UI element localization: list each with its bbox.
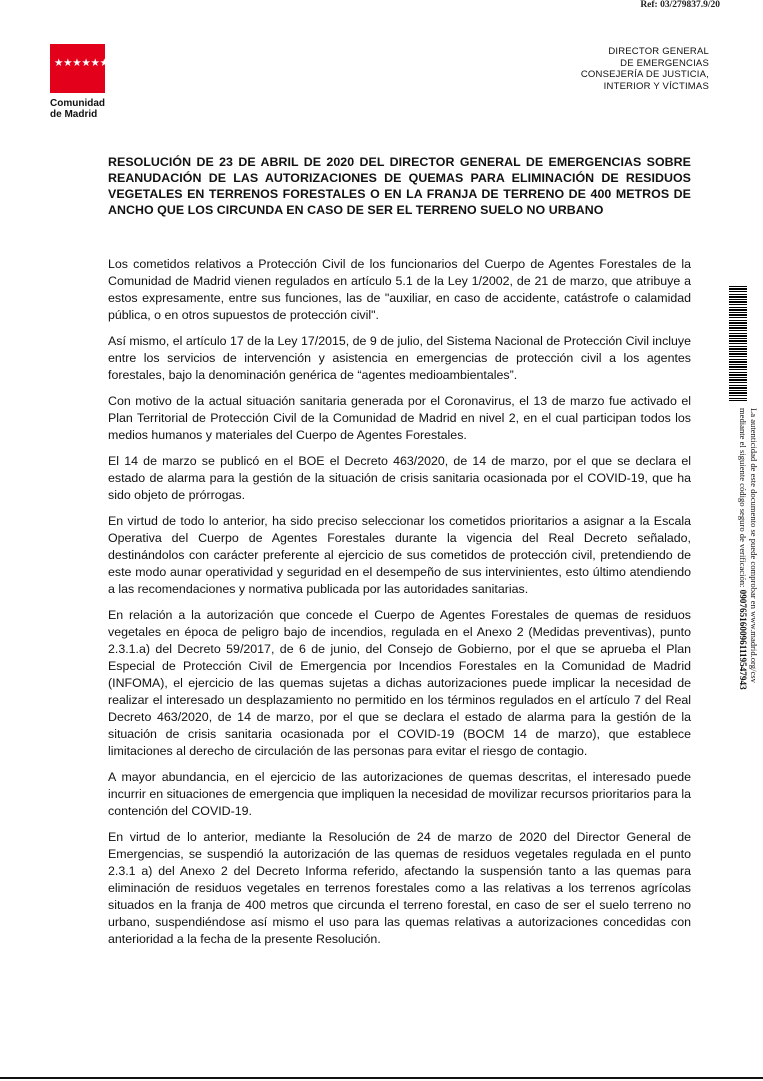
sender-line: DE EMERGENCIAS (620, 57, 709, 69)
document-title: RESOLUCIÓN DE 23 DE ABRIL DE 2020 DEL DIRECTOR GENERAL DE EMERGENCIAS SOBRE REANUDACIÓN DE LAS AUTORIZACIONES DE QUEMAS PARA ELIMINACIÓN DE RESIDUOS VEGETALES EN TERRENOS FORESTALES O EN LA FRANJA DE TERRENO DE 400 METROS DE ANCHO QUE LOS CIRCUNDA EN CASO DE SER EL TERRENO SUELO NO URBANO (108, 155, 691, 217)
comunidad-de-madrid-logo (50, 44, 118, 120)
verification-code: 0907651600961119547943 (738, 589, 748, 690)
paragraph: En virtud de todo lo anterior, ha sido preciso seleccionar los cometidos prioritarios a asignar a la Escala Operativa del Cuerpo de Agentes Forestales durante la vigencia del Real Decreto señalado, destinándolos con carácter preferente al ejercicio de sus cometidos de protección civil, pretendiendo de este modo aunar operatividad y seguridad en el desempeño de sus intervinientes, esto último atendiendo a las recomendaciones y normativa publicada por las autoridades sanitarias. (108, 514, 691, 596)
paragraph: En virtud de lo anterior, mediante la Resolución de 24 de marzo de 2020 del Director General de Emergencias, se suspendió la autorización de las quemas de residuos vegetales regulada en el punto 2.3.1 a) del Anexo 2 del Decreto Informa referido, afectando la suspensión tanto a las quemas para eliminación de residuos vegetales en terrenos forestales como a las relativas a los terrenos agrícolas situados en la franja de 400 metros que circunda el terreno forestal, en caso de ser el suelo terreno no urbano, suspendiéndose así mismo el uso para las quemas relativas a autorizaciones concedidas con anterioridad a la fecha de la presente Resolución. (108, 830, 691, 946)
verification-line1: La autenticidad de este documento se puede comprobar en www.madrid.org/csv (749, 408, 759, 683)
verification-line2 (737, 408, 748, 738)
logo-name (50, 98, 110, 120)
page-bottom-rule (0, 1077, 763, 1079)
document-body (108, 256, 691, 957)
paragraph: A mayor abundancia, en el ejercicio de las autorizaciones de quemas descritas, el interesado puede incurrir en situaciones de emergencia que impliquen la necesidad de movilizar recursos prioritarios para la contención del COVID-19. (108, 770, 691, 818)
verification-prefix: mediante el siguiente código seguro de verificación: (738, 408, 748, 588)
sender-line: CONSEJERÍA DE JUSTICIA, (580, 69, 709, 80)
logo-flag (50, 44, 118, 93)
sender-line: DIRECTOR GENERAL (608, 46, 709, 57)
paragraph: En relación a la autorización que concede el Cuerpo de Agentes Forestales de quemas de residuos vegetales en época de peligro bajo de incendios, regulada en el Anexo 2 (Medidas preventivas), punto 2.3.1.a) del Decreto 59/2017, de 6 de junio, del Consejo de Gobierno, por el que se aprueba el Plan Especial de Protección Civil de Emergencia por Incendios Forestales en la Comunidad de Madrid (INFOMA), el ejercicio de las quemas sujetas a dichas autorizaciones puede implicar la necesidad de realizar el interesado un desplazamiento no permitido en los términos regulados en el artículo 7 del Real Decreto 463/2020, de 14 de marzo, por el que se declara el estado de alarma para la gestión de la situación de crisis sanitaria ocasionada por el COVID-19 (BOCM 14 de marzo), que establece limitaciones al derecho de circulación de las personas para evitar el riesgo de contagio. (108, 608, 691, 758)
paragraph: Así mismo, el artículo 17 de la Ley 17/2015, de 9 de julio, del Sistema Nacional de Protección Civil incluye entre los servicios de intervención y asistencia en emergencias de protección civil a los agentes forestales, bajo la denominación genérica de “agentes medioambientales”. (108, 334, 691, 382)
logo-name-line2: de Madrid (50, 109, 98, 120)
sender-block (581, 46, 709, 92)
verification-note (737, 408, 759, 738)
barcode-icon (729, 286, 747, 401)
paragraph: El 14 de marzo se publicó en el BOE el Decreto 463/2020, de 14 de marzo, por el que se declara el estado de alarma para la gestión de la situación de crisis sanitaria ocasionada por el COVID-19, que ha sido objeto de prórrogas. (108, 454, 691, 502)
sender-line: INTERIOR Y VÍCTIMAS (603, 80, 709, 92)
reference-number: Ref: 03/279837.9/20 (640, 0, 720, 10)
paragraph: Con motivo de la actual situación sanitaria generada por el Coronavirus, el 13 de marzo fue activado el Plan Territorial de Protección Civil de la Comunidad de Madrid en nivel 2, en el cual participan todos los medios humanos y materiales del Cuerpo de Agentes Forestales. (108, 394, 691, 442)
logo-name-line1: Comunidad (50, 98, 105, 109)
logo-stars-icon: ★★★★★★★ (54, 57, 118, 69)
paragraph: Los cometidos relativos a Protección Civil de los funcionarios del Cuerpo de Agentes Forestales de la Comunidad de Madrid vienen regulados en artículo 5.1 de la Ley 1/2002, de 21 de marzo, que atribuye a estos expresamente, entre sus funciones, las de "auxiliar, en caso de accidente, catástrofe o calamidad pública, o en otros supuestos de protección civil". (108, 257, 691, 322)
